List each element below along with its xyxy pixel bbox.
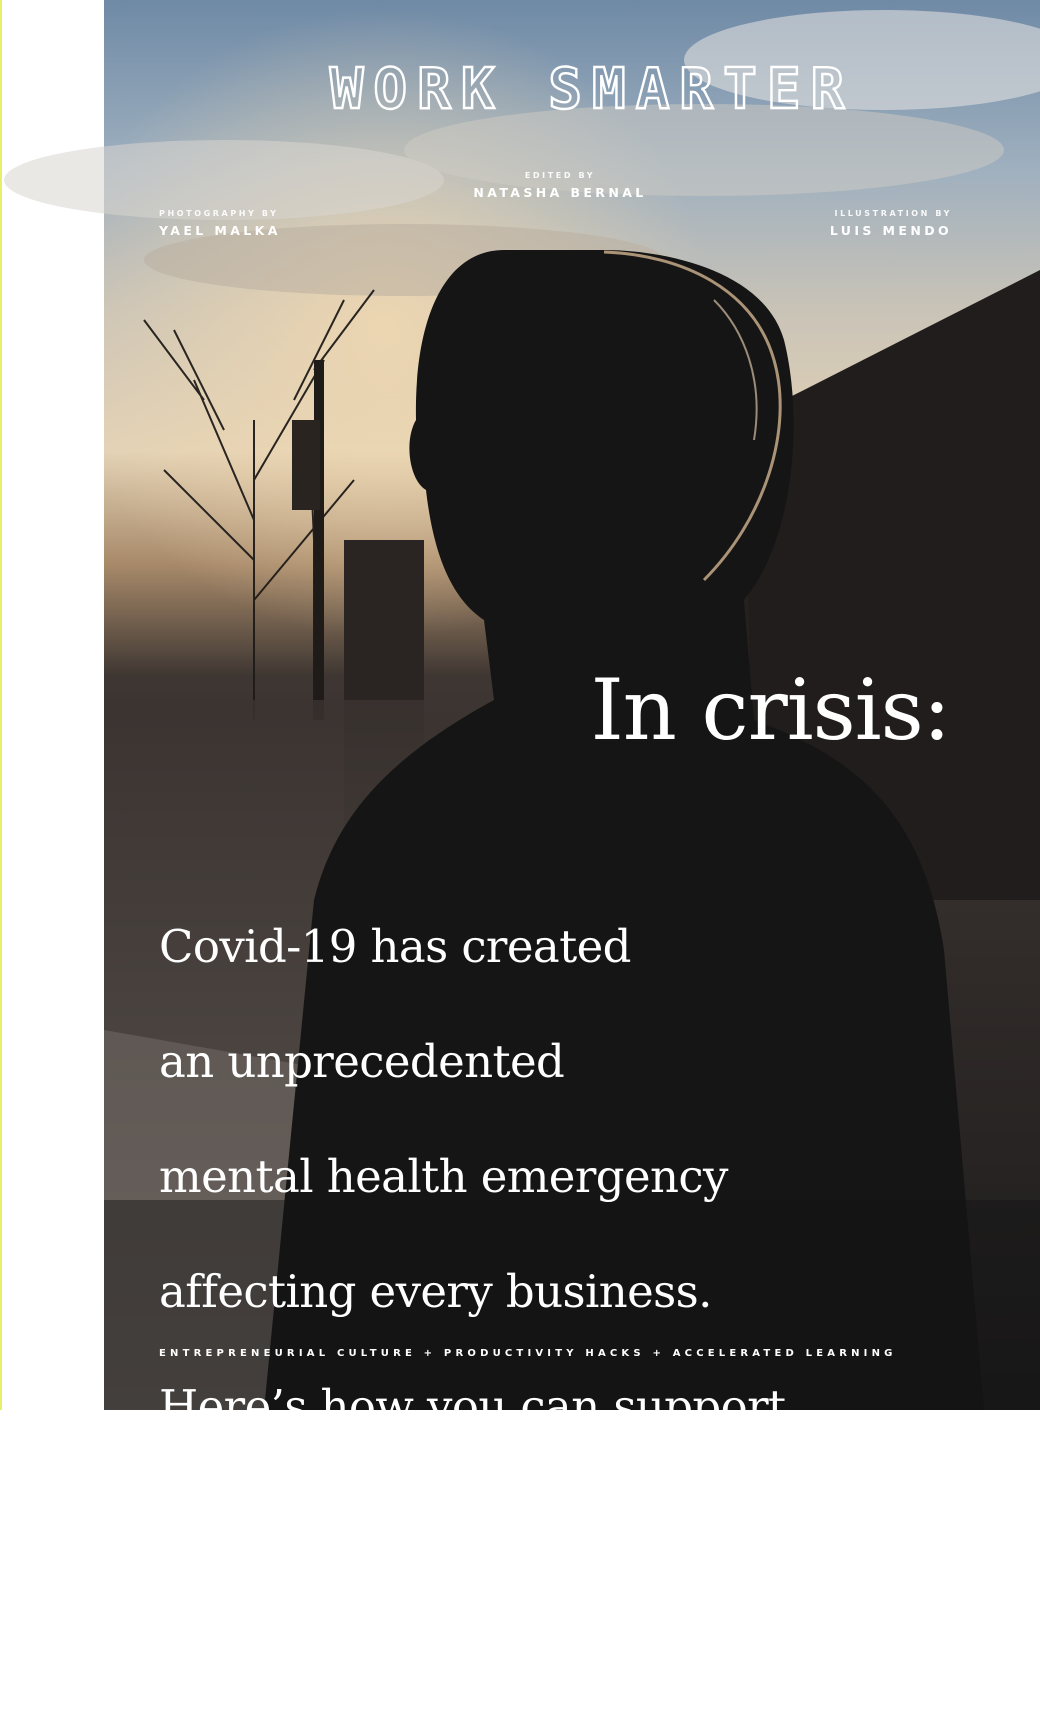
illustration-name: LUIS MENDO — [829, 223, 952, 238]
dek-line: your team and yourself – — [159, 1494, 710, 1548]
dek-line: Here’s how you can support — [159, 1379, 786, 1433]
edge-rule — [0, 0, 2, 1410]
photography-credit — [159, 209, 281, 238]
photography-label: PHOTOGRAPHY BY — [159, 209, 279, 218]
dek-line: an unprecedented — [159, 1034, 565, 1088]
dek-line: Covid-19 has created — [159, 919, 631, 973]
section-topics-footer: ENTREPRENEURIAL CULTURE + PRODUCTIVITY HACKS + ACCELERATED LEARNING — [159, 1348, 897, 1359]
dek-line: affecting every business. — [159, 1264, 712, 1318]
article-dek — [159, 860, 899, 1723]
masthead-title: WORK SMARTER — [329, 57, 855, 122]
dek-line: mental health emergency — [159, 1149, 728, 1203]
illustration-label: ILLUSTRATION BY — [834, 209, 952, 218]
dek-line: and come back stronger — [159, 1609, 699, 1663]
illustration-credit — [790, 209, 952, 238]
editor-name: NATASHA BERNAL — [473, 185, 647, 200]
editor-label: EDITED BY — [524, 171, 596, 180]
photography-name: YAEL MALKA — [159, 223, 281, 238]
article-headline: In crisis: — [590, 661, 950, 759]
editor-credit — [460, 171, 660, 200]
section-masthead — [104, 55, 1000, 125]
